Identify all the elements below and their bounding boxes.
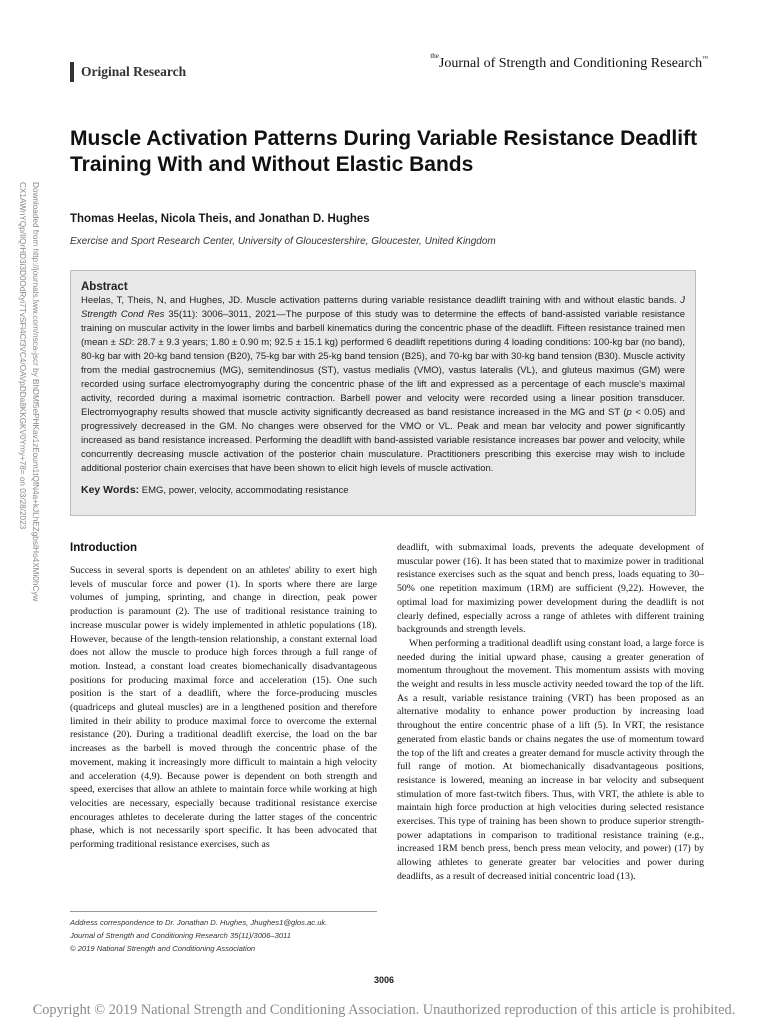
journal-logo-tm: ™: [702, 56, 708, 62]
left-column: [70, 541, 377, 852]
intro-paragraph-2: deadlift, with submaximal loads, prevents the adequate development of muscular power (16). It has been stated that to maximize power in traditional resistance exercises such as the squat and bench press, loads equating to 30–50% one repetition maximum (1RM) are sufficient (9,22). However, the optimal load for maximizing power development during the deadlift is not clearly defined, especially across a range of athletes with different training backgrounds and strength levels.: [397, 542, 704, 636]
journal-logo-name: Journal of Strength and Conditioning Research: [438, 56, 703, 71]
abstract-box: [70, 270, 696, 516]
abstract-body-part-3: < 0.05) and progressively decreased in the GM. No changes were observed for the VMO or VL. Peak and mean bar velocity and power significantly increased as band resistance increased. Performing the deadlift with band-assisted variable resistance increases bar power and velocity, while concurrently decreasing muscle activation of the posterior chain musculature. Practitioners prescribing this exercise may wish to include additional posterior chain exercises that have been shown to elicit high levels of muscle activation.: [81, 407, 685, 474]
author-affiliation: Exercise and Sport Research Center, University of Gloucestershire, Gloucester, United Kingdom: [70, 236, 496, 247]
keywords: [81, 480, 685, 498]
abstract-text: [81, 294, 685, 476]
footnote-copyright: © 2019 National Strength and Conditioning Association: [70, 944, 256, 953]
intro-paragraph-1: Success in several sports is dependent on an athletes' ability to exert high levels of muscular force and power (1). In sports where there are large volumes of jumping, sprinting, and change in direction, peak power production is paramount (2). The use of traditional resistance training to increase muscular power is widely implemented in athletic populations (18). However, because of the length-tension relationship, a constant external load does not allow the muscle to produce high forces through a full range of motion. Instead, a constant load creates biomechanically disadvantageous positions for producing maximal force and acceleration (15). One such position is the start of a deadlift, where the force-producing muscles (quadriceps and gluteal muscles) are in a lengthened position and therefore limited in their ability to produce maximal force to overcome the external resistance (20). During a traditional deadlift exercise, the load on the bar increases as the barbell is moved through the concentric phase of the movement, making it increasingly more difficult to maintain a high velocity and acceleration (4,9). Because power is dependent on both strength and speed, exercises that allow an athlete to maintain force while working at high velocities are necessary, especially because traditional resistance exercise encourages athletes to decelerate during the latter stages of the concentric phase, which is not necessarily sport specific. It has been advocated that performing traditional resistance exercises, such as: [70, 565, 377, 851]
page-number: 3006: [373, 975, 395, 985]
correspondence-footnote: [70, 911, 377, 955]
author-list: Thomas Heelas, Nicola Theis, and Jonathan D. Hughes: [70, 213, 370, 225]
abstract-p: p: [626, 407, 632, 418]
abstract-heading: Abstract: [81, 281, 128, 293]
download-side-note: Downloaded from http://journals.lww.com/nsca-jscr by BhDMf5ePHKav1zEoum1tQfN4a+kJLhEZgbsIHo4XMi0hCyw CX1AWnYQp/IlQrHD3i3D0OdRyi7TvSFl4Cf3VC4/OAVpDDa8KKGKV0Ymy+78= on 03/28/2023: [18, 182, 40, 602]
intro-paragraph-3: When performing a traditional deadlift using constant load, a large force is needed during the initial upward phase, causing a greater generation of momentum throughout the movement. This momentum assists with moving the weight and results in less muscle activity needed toward the top of the lift. As a result, variable resistance training (VRT) has been proposed as an alternative modality to enhance power production by increasing load throughout the entire concentric phase of a lift (5). In VRT, the resistance generated from elastic bands or chains negates the use of momentum toward the top of the lift and creates a greater demand for muscle activity through the full range of motion. At biomechanically disadvantageous positions, resistance is lowered, meaning an increase in bar velocity and subsequent stimulation of more fast-twitch fibers. Thus, with VRT, the athlete is able to maintain high force production at high velocities during selected resistance exercises. This type of training has been shown to produce superior strength-power adaptations in comparison to traditional resistance training (e.g., increased 1RM bench press, bench press mean velocity, and power) (17) by allowing athletes to generate greater bar velocities and power during deadlifts, as a result of decreased initial concentric load (13).: [397, 637, 704, 882]
abstract-body-part-2: : 28.7 ± 9.3 years; 1.80 ± 0.90 m; 92.5 ± 15.1 kg) performed 6 deadlift repetitions during 4 loading conditions: 100-kg bar (no band), 80-kg bar with 20-kg band tension (B20), 75-kg bar with 25-kg band tension (B25), and 70-kg bar with 30-kg band tension (B30). Muscle activity from the medial gastrocnemius (MG), semitendinosus (ST), vastus medialis (VMO), vastus lateralis (VL), and gluteus maximus (GM) were recorded using surface electromyography during the concentric phase of the lift and expressed as a percentage of each muscle's maximal activity, recorded during a maximal isometric contraction. Barbell power and velocity were recorded using a linear position transducer. Electromyography results showed that muscle activity significantly decreased as band resistance increased in the MG and ST (: [81, 337, 685, 418]
introduction-heading: Introduction: [70, 542, 138, 554]
abstract-sd: SD: [118, 337, 132, 348]
keywords-list: EMG, power, velocity, accommodating resistance: [139, 485, 349, 496]
footnote-correspondence: Address correspondence to Dr. Jonathan D. Hughes, Jhughes1@glos.ac.uk.: [70, 918, 328, 927]
journal-logo-the: the: [430, 52, 439, 60]
journal-logo: [430, 52, 708, 72]
abstract-citation-journal: J Strength Cond Res: [81, 295, 685, 320]
footnote-citation: Journal of Strength and Conditioning Research 35(11)/3006–3011: [70, 931, 291, 940]
right-column: [397, 541, 704, 884]
abstract-body-part-1: 35(11): 3006–3011, 2021—The purpose of this study was to determine the effects of band-assisted variable resistance training on muscular activity in the lower limbs and barbell kinematics during the concentric phase of the deadlift. Fifteen resistance trained men (mean ±: [81, 309, 685, 348]
copyright-notice: Copyright © 2019 National Strength and Conditioning Association. Unauthorized reproduction of this article is prohibited.: [32, 1002, 736, 1018]
abstract-citation: Heelas, T, Theis, N, and Hughes, JD. Muscle activation patterns during variable resistance deadlift training with and without elastic bands.: [81, 295, 681, 306]
section-tag: Original Research: [70, 62, 186, 82]
keywords-label: Key Words:: [81, 484, 140, 496]
article-title: Muscle Activation Patterns During Variable Resistance Deadlift Training With and Without Elastic Bands: [70, 127, 698, 176]
